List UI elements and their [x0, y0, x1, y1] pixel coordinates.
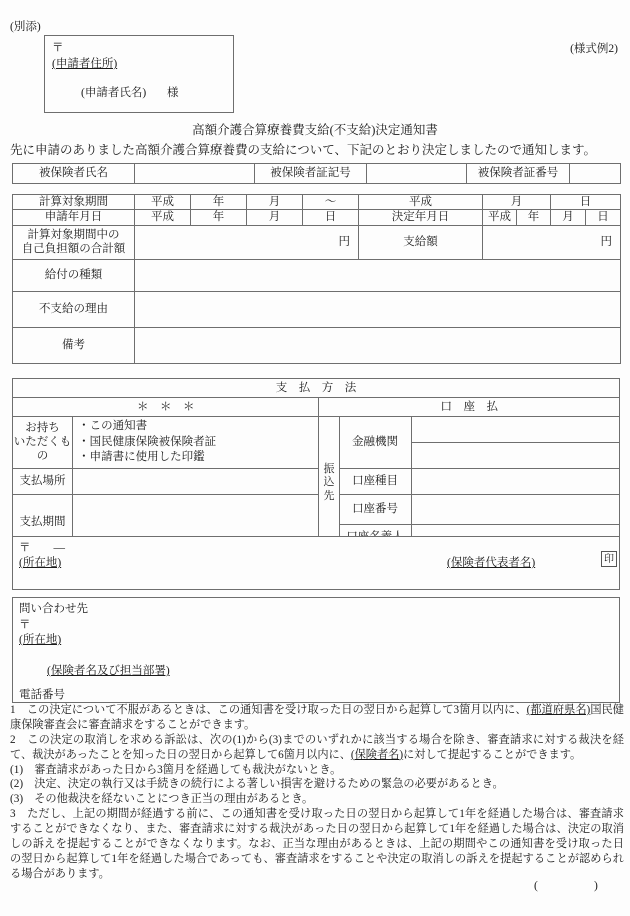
cert-number-value[interactable]	[570, 164, 621, 184]
application-date-year[interactable]: 年	[191, 210, 247, 225]
table-row	[13, 164, 621, 184]
contact-info-box	[12, 597, 620, 703]
transfer-destination-text: 振込先	[323, 462, 335, 503]
table-row-remarks	[13, 327, 621, 363]
table-row-dates	[13, 210, 621, 225]
payment-amount-value-cell[interactable]	[483, 225, 621, 259]
cert-symbol-value[interactable]	[367, 164, 467, 184]
legal-note-2-sub-1-text: (1) 審査請求があった日から3箇月を経過しても裁決がないとき。	[10, 763, 342, 776]
calc-period-month[interactable]: 月	[247, 195, 303, 210]
nonpayment-reason-label: 不支給の理由	[13, 291, 135, 327]
application-date-label: 申請年月日	[13, 210, 135, 225]
legal-notes	[10, 703, 624, 882]
decision-date-label: 決定年月日	[359, 210, 483, 225]
calc-period-era-start[interactable]: 平成	[135, 195, 191, 210]
bring-items-label-line2: いただくもの	[13, 436, 72, 463]
seal-stamp-icon: 印	[601, 551, 617, 567]
contact-department-label: (保険者名及び担当部署)	[47, 665, 170, 677]
benefit-type-value[interactable]	[135, 259, 621, 291]
calc-period-day-end[interactable]: 日	[551, 195, 621, 210]
footer-paren-right: )	[594, 880, 598, 892]
payment-place-label: 支払場所	[13, 468, 73, 494]
insurer-signature-box	[12, 536, 620, 590]
payment-method-title: 支 払 方 法	[13, 379, 620, 398]
self-pay-total-value-cell[interactable]	[135, 225, 359, 259]
payment-right-header: 口 座 払	[319, 398, 620, 417]
bank-institution-value[interactable]	[411, 417, 619, 469]
table-row-amounts	[13, 225, 621, 259]
remarks-label: 備考	[13, 327, 135, 363]
cert-symbol-label: 被保険者証記号	[255, 164, 367, 184]
legal-note-2-sub-1	[10, 763, 624, 778]
decision-date-month[interactable]: 月	[551, 210, 586, 225]
calc-period-label: 計算対象期間	[13, 195, 135, 210]
bring-items-label	[13, 417, 73, 469]
decision-date-year[interactable]: 年	[517, 210, 551, 225]
payment-method-table	[12, 378, 620, 551]
bring-item-1: ・国民健康保険被保険者証	[78, 435, 217, 448]
contact-title: 問い合わせ先	[19, 603, 88, 615]
account-number-value[interactable]	[411, 494, 619, 524]
calc-period-tilde: ～	[303, 195, 359, 210]
insurer-location-label: (所在地)	[19, 557, 62, 569]
insured-name-value[interactable]	[135, 164, 255, 184]
cert-number-label: 被保険者証番号	[467, 164, 570, 184]
payment-amount-label: 支給額	[359, 225, 483, 259]
applicant-name-label: (申請者氏名)	[81, 87, 147, 99]
bank-institution-value-line1[interactable]	[412, 442, 619, 443]
calc-period-month-end[interactable]: 月	[483, 195, 551, 210]
legal-note-2-sub-3	[10, 792, 624, 807]
table-row-calc-period	[13, 195, 621, 210]
self-pay-total-label	[13, 225, 135, 259]
transfer-destination-label	[319, 417, 339, 551]
table-row-nonpayment-reason	[13, 291, 621, 327]
page-title: 高額介護合算療養費支給(不支給)決定通知書	[192, 123, 438, 137]
table-row-pay-title	[13, 379, 620, 398]
payment-period-label: 支払期間	[13, 494, 73, 550]
benefit-type-label: 給付の種類	[13, 259, 135, 291]
table-row-benefit-type	[13, 259, 621, 291]
table-row-pay-headers	[13, 398, 620, 417]
honorific-label: 様	[167, 87, 179, 99]
legal-note-2-sub-2	[10, 777, 624, 792]
insured-person-table	[12, 163, 621, 184]
attachment-label: (別添)	[10, 21, 41, 33]
decision-detail-table	[12, 194, 621, 364]
nonpayment-reason-value[interactable]	[135, 291, 621, 327]
form-example-label: (様式例2)	[570, 43, 618, 55]
legal-note-2-sub-3-text: (3) その他裁決を経ないことにつき正当の理由があるとき。	[10, 793, 314, 806]
legal-note-2	[10, 733, 624, 763]
footer-paren-left: (	[534, 880, 538, 892]
bring-item-0: ・この通知書	[78, 420, 148, 432]
lead-paragraph: 先に申請のありました高額介護合算療養費の支給について、下記のとおり決定しましたので通知します。	[10, 143, 597, 157]
legal-note-2-sub-2-text: (2) 決定、決定の執行又は手続きの続行による著しい損害を避けるための緊急の必要があるとき。	[10, 778, 504, 791]
insurer-representative-label: (保険者代表者名)	[447, 557, 536, 569]
legal-note-3-text: 3 ただし、上記の期間が経過する前に、この通知書を受け取った日の翌日から起算して1年を経過した場合は、審査請求することができなくなり、また、審査請求に対する裁決があった日の翌日から起算して1年を経過した場合は、決定の取消しの訴えを提起することができなくなります。なお、正当な理由があるときは、上記の期間やこの通知書を受け取った日の翌日から起算して1年を経過した場合であっても、審査請求をすることや決定の取消しの訴えを提起することが認められる場合があります。	[10, 808, 624, 880]
postal-mark-icon: 〒	[52, 42, 64, 54]
account-type-value[interactable]	[411, 468, 619, 494]
legal-note-2-text: 2 この決定の取消しを求める訴訟は、次の(1)から(3)までのいずれかに該当する場合を除き、審査請求に対する裁決を経て、裁決があったことを知った日の翌日から起算して6箇月以内に、(保険者名)に対して提起することができます。	[10, 733, 624, 761]
decision-date-day[interactable]: 日	[586, 210, 621, 225]
applicant-address-label: (申請者住所)	[52, 58, 118, 70]
calc-period-era-end[interactable]: 平成	[359, 195, 483, 210]
decision-date-era[interactable]: 平成	[483, 210, 517, 225]
applicant-address-box	[44, 35, 234, 113]
self-pay-total-label-line2: 自己負担額の合計額	[21, 243, 126, 256]
legal-note-1	[10, 703, 624, 733]
calc-period-year[interactable]: 年	[191, 195, 247, 210]
legal-note-3	[10, 807, 624, 881]
remarks-value[interactable]	[135, 327, 621, 363]
self-pay-total-label-line1: 計算対象期間中の	[27, 228, 120, 241]
payment-place-value[interactable]	[73, 468, 319, 494]
self-pay-total-unit: 円	[338, 236, 350, 249]
table-row-payment-place	[13, 468, 620, 494]
bank-institution-label: 金融機関	[339, 417, 411, 469]
account-type-label: 口座種目	[339, 468, 411, 494]
payment-left-header: ＊ ＊ ＊	[13, 398, 319, 417]
contact-telephone-label: 電話番号	[19, 689, 65, 701]
contact-postal-mark: 〒	[19, 619, 31, 631]
bring-items-label-line1: お持ち	[25, 421, 60, 434]
table-row-payment-period	[13, 494, 620, 524]
legal-note-1-text: 1 この決定について不服があるときは、この通知書を受け取った日の翌日から起算して3箇月以内に、(都道府県名)国民健康保険審査会に審査請求をすることができます。	[10, 704, 624, 731]
application-date-month[interactable]: 月	[247, 210, 303, 225]
insured-name-label: 被保険者氏名	[13, 164, 135, 184]
contact-location-label: (所在地)	[19, 634, 62, 646]
insurer-postal-mark: 〒 ―	[19, 542, 65, 554]
application-date-day[interactable]: 日	[303, 210, 359, 225]
bring-items-list	[73, 417, 319, 469]
account-number-label: 口座番号	[339, 494, 411, 524]
table-row-bring-items	[13, 417, 620, 469]
payment-amount-unit: 円	[600, 236, 612, 249]
application-date-era[interactable]: 平成	[135, 210, 191, 225]
bring-item-2: ・申請書に使用した印鑑	[78, 451, 205, 464]
